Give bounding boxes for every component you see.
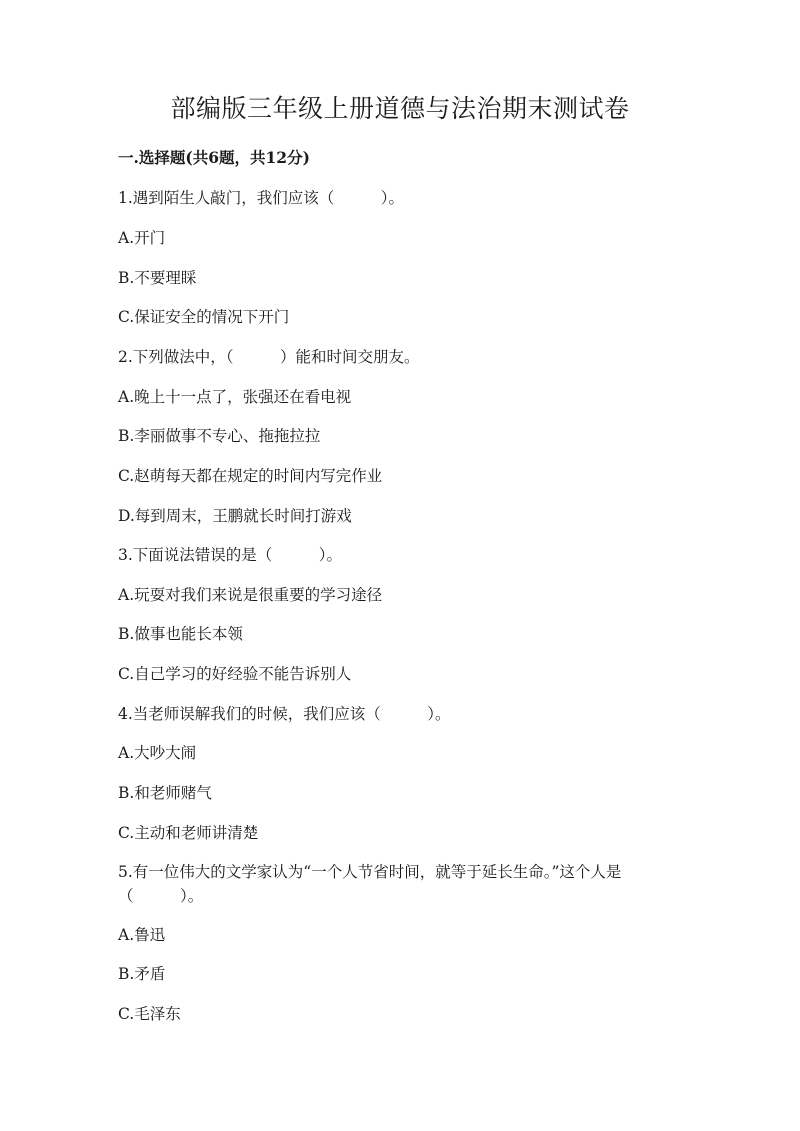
question-5-option-c: C.毛泽东 xyxy=(118,1005,181,1023)
question-3-stem: 3.下面说法错误的是（ ）。 xyxy=(118,546,343,564)
question-2-option-d: D.每到周末，王鹏就长时间打游戏 xyxy=(118,507,352,525)
question-4-option-c: C.主动和老师讲清楚 xyxy=(118,824,259,842)
question-1-stem: 1.遇到陌生人敲门，我们应该（ ）。 xyxy=(118,189,405,207)
question-3-option-a: A.玩耍对我们来说是很重要的学习途径 xyxy=(118,586,383,604)
question-5-option-b: B.矛盾 xyxy=(118,965,166,983)
question-2-option-a: A.晚上十一点了，张强还在看电视 xyxy=(118,388,352,406)
question-4-option-b: B.和老师赌气 xyxy=(118,784,212,802)
section-heading: 一.选择题(共6题，共12分) xyxy=(118,148,310,167)
question-5-stem: 5.有一位伟大的文学家认为“一个人节省时间，就等于延长生命。”这个人是（ ）。 xyxy=(118,863,622,905)
question-3-option-c: C.自己学习的好经验不能告诉别人 xyxy=(118,665,352,683)
question-2-option-b: B.李丽做事不专心、拖拖拉拉 xyxy=(118,427,321,445)
question-4-option-a: A.大吵大闹 xyxy=(118,744,197,762)
question-1-option-a: A.开门 xyxy=(118,229,166,247)
page-title: 部编版三年级上册道德与法治期末测试卷 xyxy=(170,94,630,123)
question-5-option-a: A.鲁迅 xyxy=(118,926,166,944)
question-3-option-b: B.做事也能长本领 xyxy=(118,625,243,643)
question-2-option-c: C.赵萌每天都在规定的时间内写完作业 xyxy=(118,467,383,485)
question-4-stem: 4.当老师误解我们的时候，我们应该（ ）。 xyxy=(118,705,451,723)
question-2-stem: 2.下列做法中，（ ）能和时间交朋友。 xyxy=(118,348,420,366)
question-1-option-b: B.不要理睬 xyxy=(118,269,197,287)
question-1-option-c: C.保证安全的情况下开门 xyxy=(118,308,290,326)
